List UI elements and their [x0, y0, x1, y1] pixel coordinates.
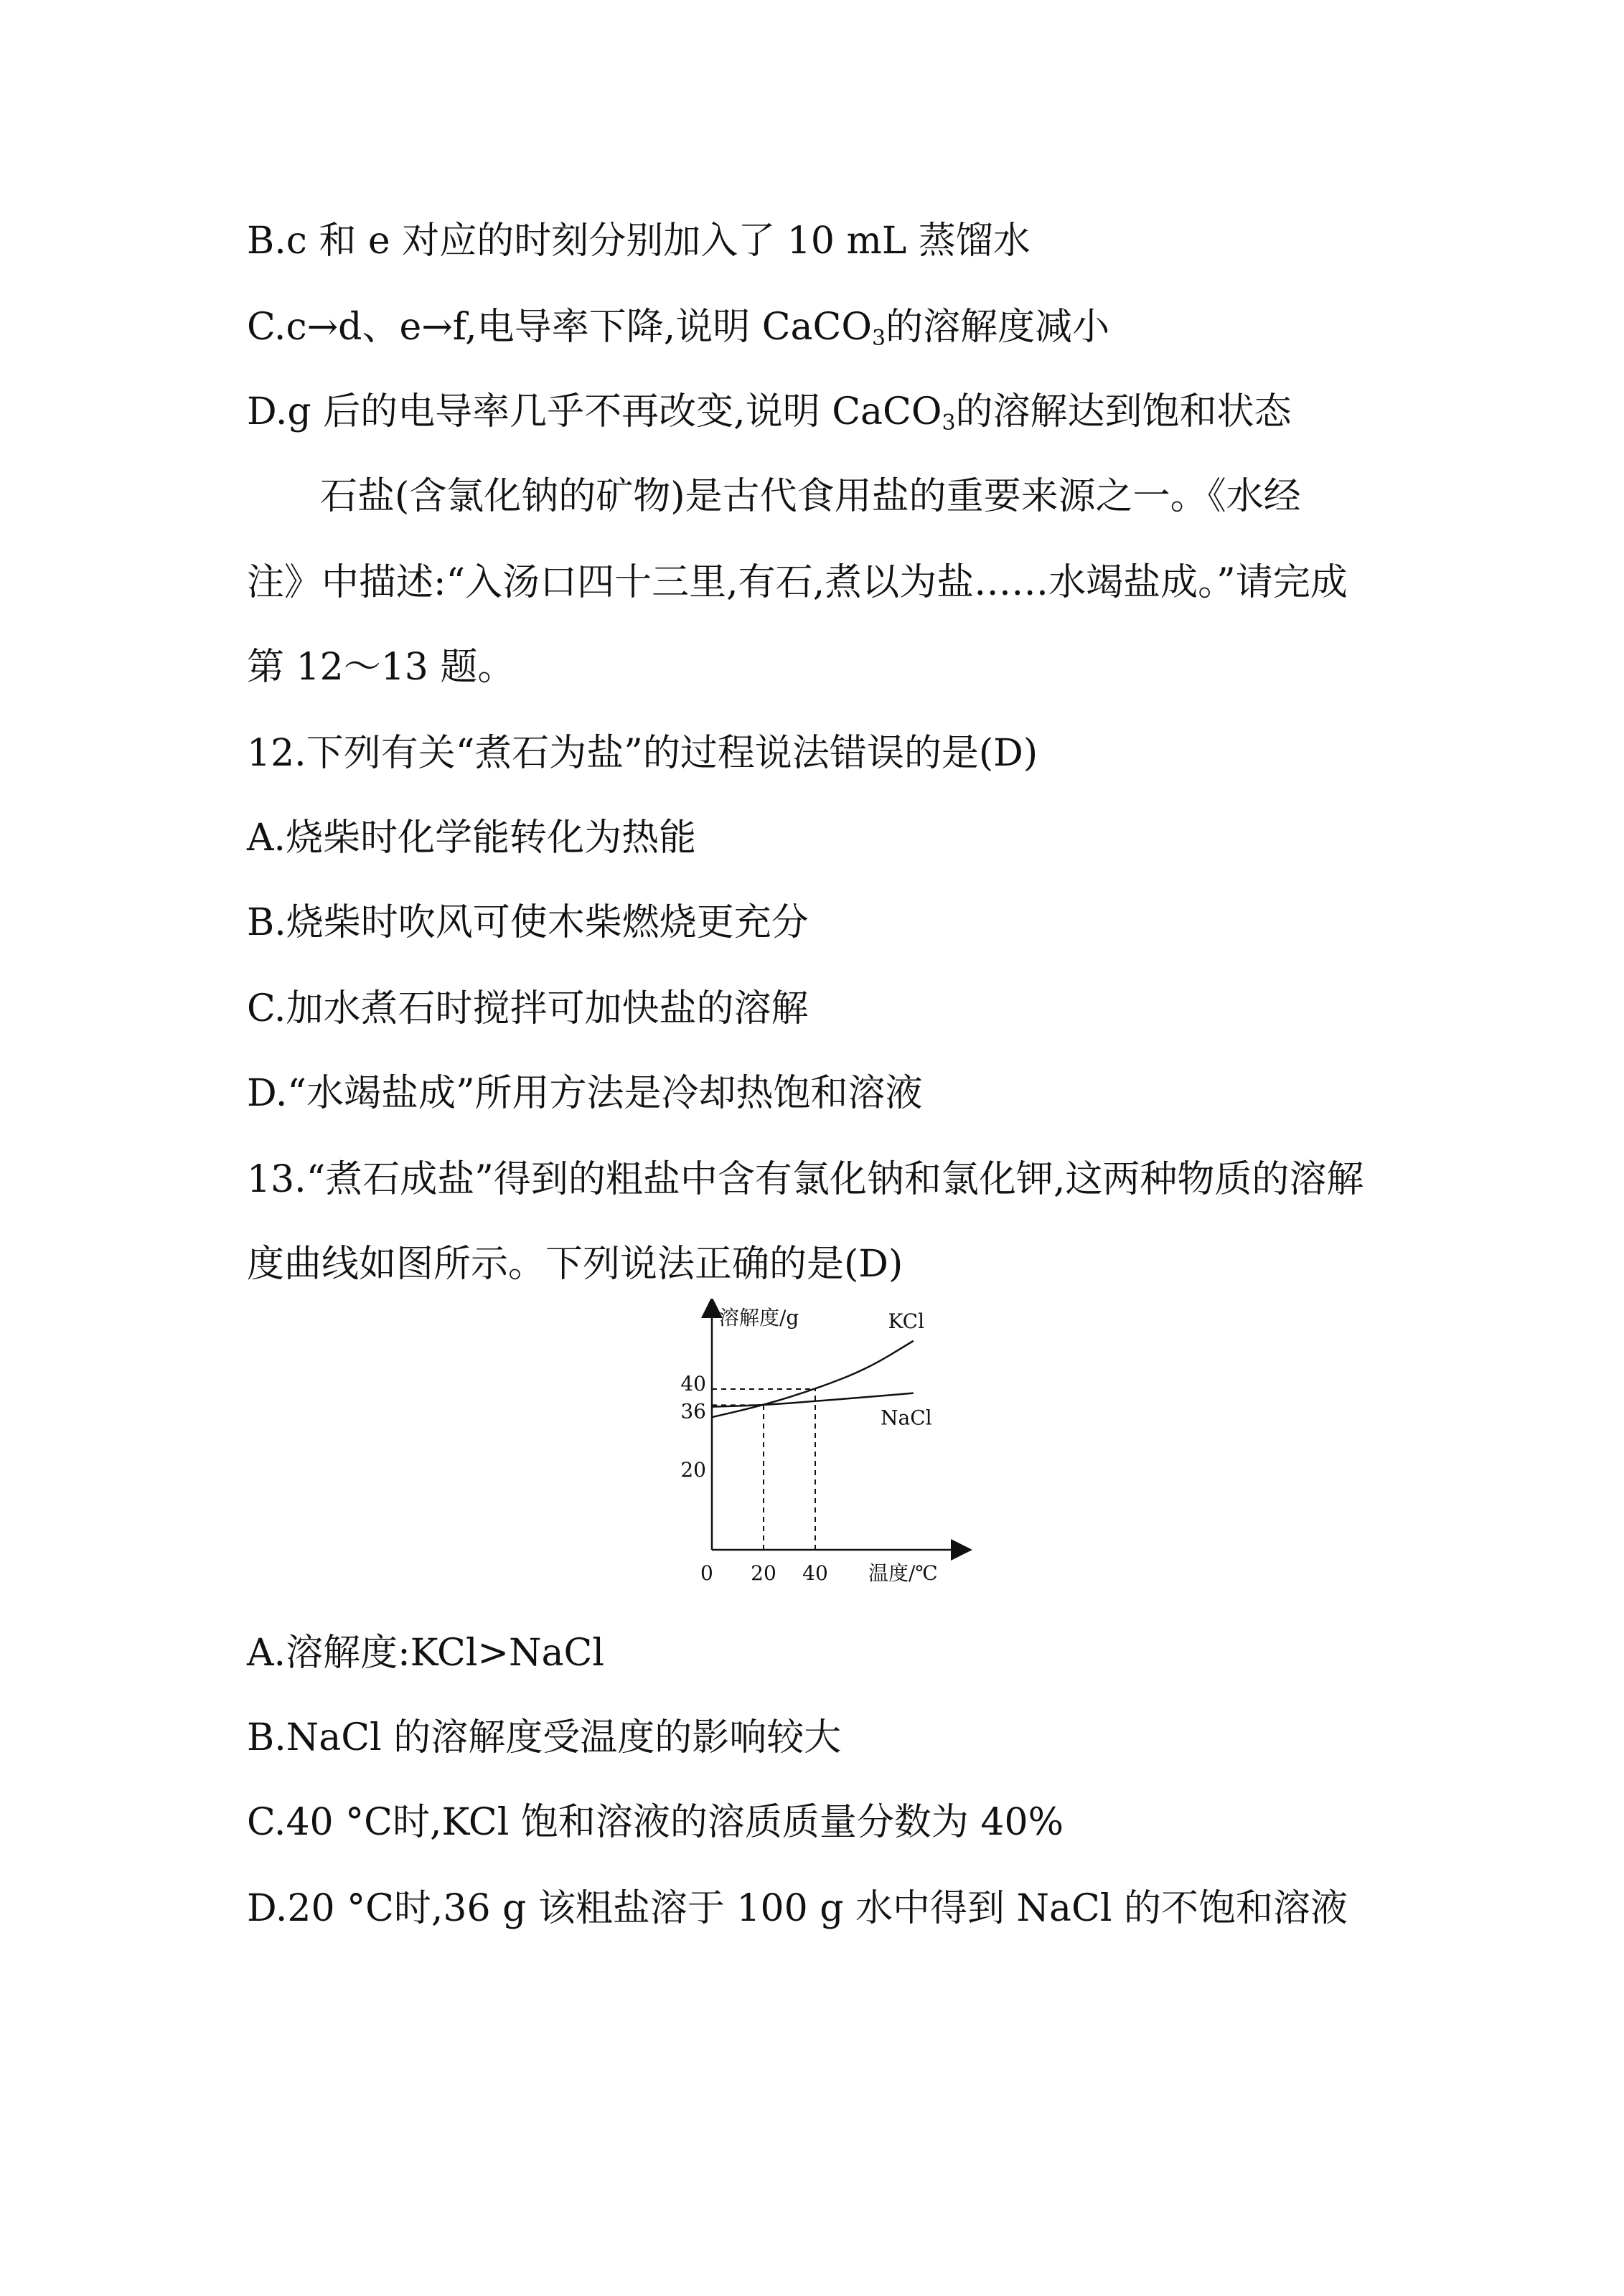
q12-option-d: D.“水竭盐成”所用方法是冷却热饱和溶液 [247, 1072, 923, 1115]
q12-option-c: C.加水煮石时搅拌可加快盐的溶解 [247, 987, 809, 1030]
option-b-previous: B.c 和 e 对应的时刻分别加入了 10 mL 蒸馏水 [247, 220, 1031, 263]
x-axis-label: 温度/℃ [868, 1561, 938, 1585]
origin-label: 0 [700, 1561, 713, 1585]
q13-option-a: A.溶解度:KCl>NaCl [247, 1632, 604, 1675]
q13-option-b: B.NaCl 的溶解度受温度的影响较大 [247, 1716, 842, 1759]
intro-line-3: 第 12～13 题。 [247, 646, 515, 689]
series-label-nacl: NaCl [881, 1406, 932, 1430]
option-c-previous: C.c→d、e→f,电导率下降,说明 CaCO$_3$的溶解度减小 [247, 306, 1110, 351]
intro-line-2: 注》中描述:“入汤口四十三里,有石,煮以为盐……水竭盐成。”请完成 [247, 561, 1348, 604]
y-tick-label-2: 40 [680, 1372, 706, 1396]
series-label-kcl: KCl [888, 1309, 925, 1333]
y-tick-label-1: 36 [680, 1399, 706, 1424]
x-tick-label-0: 20 [751, 1561, 776, 1585]
q13-option-d: D.20 °C时,36 g 该粗盐溶于 100 g 水中得到 NaCl 的不饱和溶液 [247, 1887, 1348, 1930]
question-13-line-1: 13.“煮石成盐”得到的粗盐中含有氯化钠和氯化钾,这两种物质的溶解 [247, 1158, 1364, 1201]
y-axis-label: 溶解度/g [719, 1306, 799, 1330]
option-d-previous: D.g 后的电导率几乎不再改变,说明 CaCO$_3$的溶解达到饱和状态 [247, 390, 1292, 436]
q12-option-a: A.烧柴时化学能转化为热能 [247, 817, 697, 860]
q13-option-c: C.40 °C时,KCl 饱和溶液的溶质质量分数为 40% [247, 1801, 1064, 1844]
solubility-chart [646, 1299, 976, 1600]
question-12: 12.下列有关“煮石为盐”的过程说法错误的是(D) [247, 732, 1038, 775]
y-tick-label-0: 20 [680, 1458, 706, 1482]
x-tick-label-1: 40 [802, 1561, 828, 1585]
q12-option-b: B.烧柴时吹风可使木柴燃烧更充分 [247, 901, 809, 944]
intro-line-1: 石盐(含氯化钠的矿物)是古代食用盐的重要来源之一。《水经 [320, 475, 1301, 518]
question-13-line-2: 度曲线如图所示。下列说法正确的是(D) [247, 1243, 903, 1286]
